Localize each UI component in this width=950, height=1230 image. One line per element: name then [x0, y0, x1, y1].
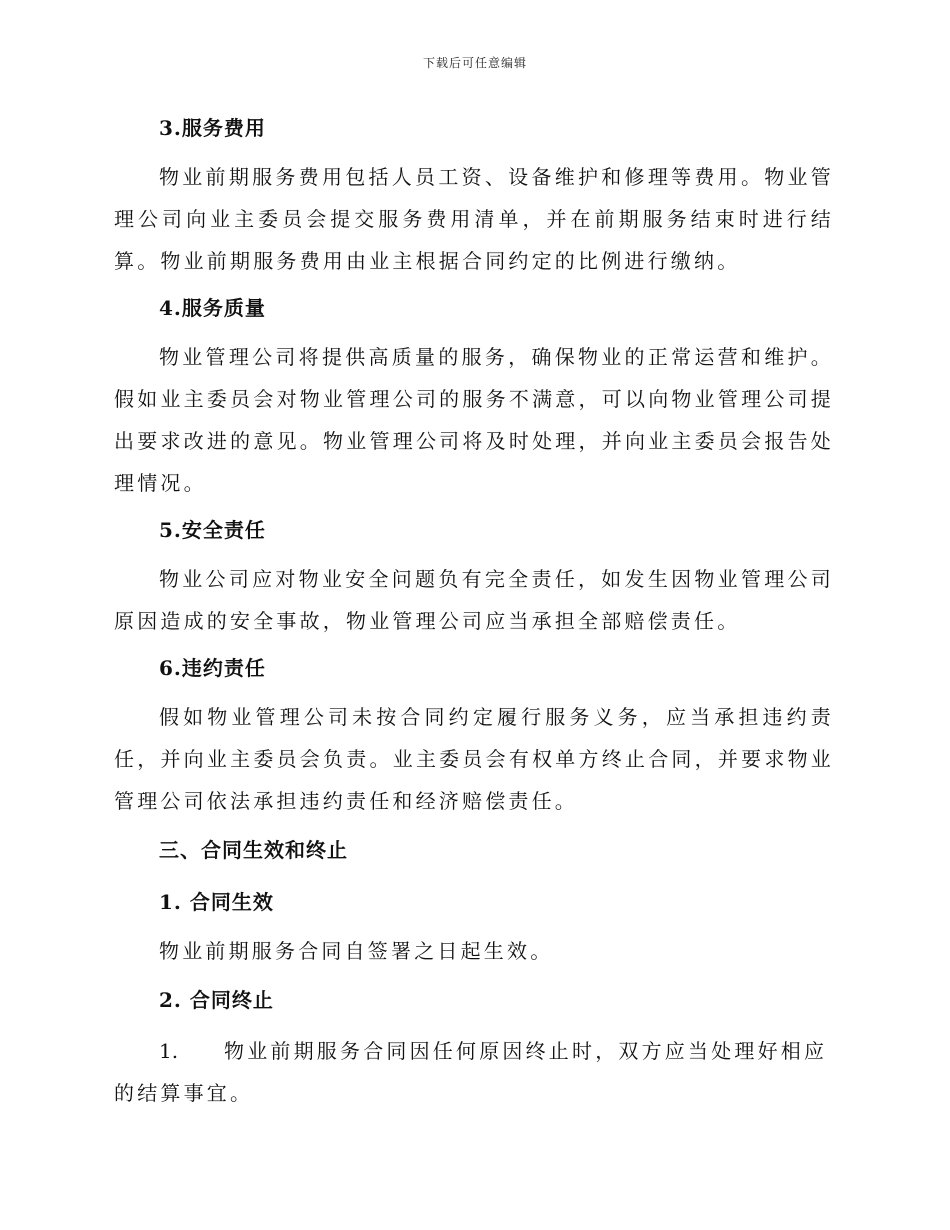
- page-header: 下载后可任意编辑: [422, 56, 527, 70]
- paragraph-service-fees: 物业前期服务费用包括人员工资、设备维护和修理等费用。物业管理公司向业主委员会提交服务费用清单，并在前期服务结束时进行结算。物业前期服务费用由业主根据合同约定的比例进行缴纳。: [114, 165, 834, 273]
- paragraph-contract-effective: 物业前期服务合同自签署之日起生效。: [159, 939, 554, 963]
- subsection-heading-contract-effective: 1. 合同生效: [159, 890, 274, 914]
- document-body: [114, 110, 834, 1114]
- list-item-termination: [114, 1030, 834, 1114]
- paragraph-service-quality: 物业管理公司将提供高质量的服务，确保物业的正常运营和维护。假如业主委员会对物业管理公司的服务不满意，可以向物业管理公司提出要求改进的意见。物业管理公司将及时处理，并向业主委员会报告处理情况。: [114, 345, 834, 495]
- list-item-text: 物业前期服务合同因任何原因终止时，双方应当处理好相应的结算事宜。: [114, 1039, 828, 1105]
- paragraph-safety-responsibility: 物业公司应对物业安全问题负有完全责任，如发生因物业管理公司原因造成的安全事故，物业管理公司应当承担全部赔偿责任。: [114, 567, 834, 633]
- section-heading-safety-responsibility: 5.安全责任: [159, 518, 266, 542]
- part-heading-effectiveness-termination: 三、合同生效和终止: [159, 838, 348, 862]
- paragraph-breach-liability: 假如物业管理公司未按合同约定履行服务义务，应当承担违约责任，并向业主委员会负责。业主委员会有权单方终止合同，并要求物业管理公司依法承担违约责任和经济赔偿责任。: [114, 705, 834, 813]
- section-heading-service-quality: 4.服务质量: [159, 296, 266, 320]
- list-item-number: 1.: [159, 1039, 179, 1063]
- section-heading-service-fees: 3.服务费用: [159, 116, 266, 140]
- subsection-heading-contract-termination: 2. 合同终止: [159, 988, 274, 1012]
- section-heading-breach-liability: 6.违约责任: [159, 656, 266, 680]
